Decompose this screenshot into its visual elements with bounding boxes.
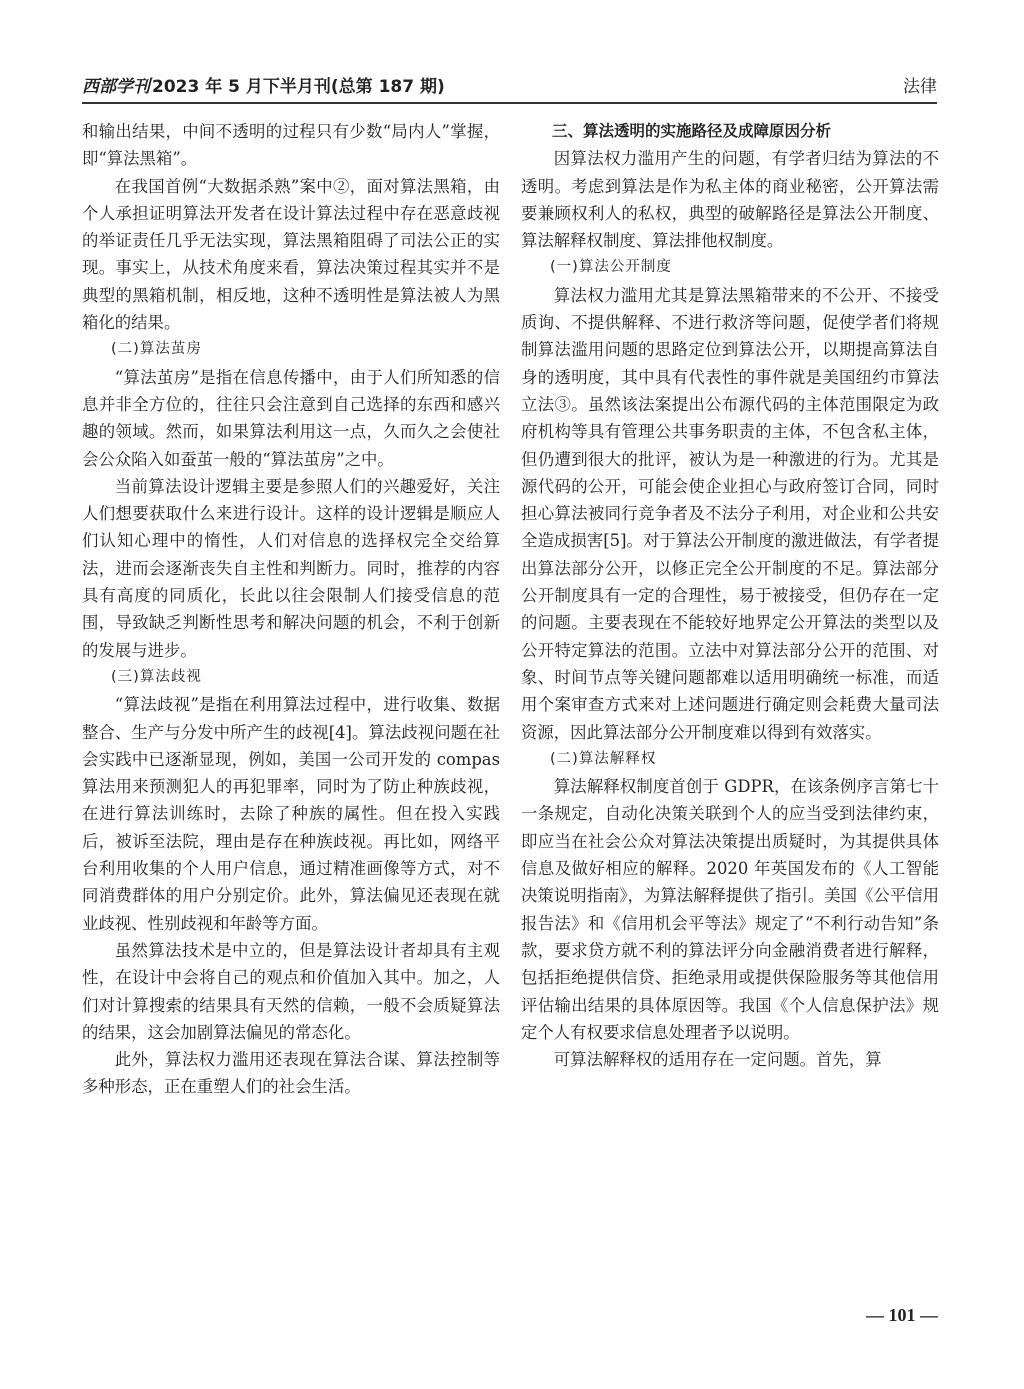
page-number: — 101 — xyxy=(866,1305,938,1325)
issue-info: 2023 年 5 月下半月刊(总第 187 期) xyxy=(152,77,445,97)
subsection-heading: (二)算法茧房 xyxy=(111,341,202,358)
paragraph: 当前算法设计逻辑主要是参照人们的兴趣爱好，关注人们想要获取什么来进行设计。这样的设计逻辑是顺应人们认知心理中的惰性，人们对信息的选择权完全交给算法，进而会逐渐丧失自主性和判断力。同时，推荐的内容具有高度的同质化，长此以往会限制人们接受信息的范围，导致缺乏判断性思考和解决问题的机会，不利于创新的发展与进步。 xyxy=(82,476,500,660)
right-column xyxy=(521,118,939,1073)
section-heading: 三、算法透明的实施路径及成障原因分析 xyxy=(552,122,832,140)
subsection-heading: (三)算法歧视 xyxy=(111,668,202,685)
paragraph: 此外，算法权力滥用还表现在算法合谋、算法控制等多种形态，正在重塑人们的社会生活。 xyxy=(82,1050,500,1097)
paragraph: “算法歧视”是指在利用算法过程中，进行收集、数据整合、生产与分发中所产生的歧视[4]。算法歧视问题在社会实践中已逐渐显现，例如，美国一公司开发的 compas 算法用来预测犯人的再犯罪率，同时为了防止种族歧视，在进行算法训练时，去除了种族的属性。但在投入实践后，被诉至法院，理由是存在种族歧视。再比如，网络平台利用收集的个人用户信息，通过精准画像等方式，对不同消费群体的用户分别定价。此外，算法偏见还表现在就业歧视、性别歧视和年龄等方面。 xyxy=(82,695,500,933)
section-label: 法律 xyxy=(903,77,937,97)
paragraph: 算法权力滥用尤其是算法黑箱带来的不公开、不接受质询、不提供解释、不进行救济等问题，促使学者们将规制算法滥用问题的思路定位到算法公开，以期提高算法自身的透明度，其中具有代表性的事件就是美国纽约市算法立法③。虽然该法案提出公布源代码的主体范围限定为政府机构等具有管理公共事务职责的主体，不包含私主体，但仍遭到很大的批评，被认为是一种激进的行为。尤其是源代码的公开，可能会使企业担心与政府签订合同，同时担心算法被同行竞争者及不法分子利用，对企业和公共安全造成损害[5]。对于算法公开制度的激进做法，有学者提出算法部分公开，以修正完全公开制度的不足。算法部分公开制度具有一定的合理性，易于被接受，但仍存在一定的问题。主要表现在不能较好地界定公开算法的类型以及公开特定算法的范围。立法中对算法部分公开的范围、对象、时间节点等关键问题都难以适用明确统一标准，而适用个案审查方式来对上述问题进行确定则会耗费大量司法资源，因此算法部分公开制度难以得到有效落实。 xyxy=(521,285,939,742)
paragraph: 可算法解释权的适用存在一定问题。首先，算 xyxy=(553,1050,882,1070)
paragraph: 因算法权力滥用产生的问题，有学者归结为算法的不透明。考虑到算法是作为私主体的商业秘密，公开算法需要兼顾权利人的私权，典型的破解路径是算法公开制度、算法解释权制度、算法排他权制度。 xyxy=(521,149,939,251)
left-column xyxy=(82,118,500,1101)
subsection-heading: (一)算法公开制度 xyxy=(550,259,672,276)
journal-issue-line xyxy=(82,72,445,97)
subsection-heading: (二)算法解释权 xyxy=(550,750,657,767)
paragraph: 和输出结果，中间不透明的过程只有少数“局内人”掌握，即“算法黑箱”。 xyxy=(82,122,500,169)
paragraph: “算法茧房”是指在信息传播中，由于人们所知悉的信息并非全方位的，往往只会注意到自己选择的东西和感兴趣的领域。然而，如果算法利用这一点，久而久之会使社会公众陷入如蚕茧一般的“算法茧房”之中。 xyxy=(82,367,500,469)
paragraph: 虽然算法技术是中立的，但是算法设计者却具有主观性，在设计中会将自己的观点和价值加入其中。加之，人们对计算搜索的结果具有天然的信赖，一般不会质疑算法的结果，这会加剧算法偏见的常态化。 xyxy=(82,940,500,1042)
journal-logo: 西部学刊 xyxy=(82,77,150,97)
paragraph: 在我国首例“大数据杀熟”案中②，面对算法黑箱，由个人承担证明算法开发者在设计算法过程中存在恶意歧视的举证责任几乎无法实现，算法黑箱阻碍了司法公正的实现。事实上，从技术角度来看，算法决策过程其实并不是典型的黑箱机制，相反地，这种不透明性是算法被人为黑箱化的结果。 xyxy=(82,176,500,333)
paragraph: 算法解释权制度首创于 GDPR，在该条例序言第七十一条规定，自动化决策关联到个人的应当受到法律约束，即应当在社会公众对算法决策提出质疑时，为其提供具体信息及做好相应的解释。2020 年英国发布的《人工智能决策说明指南》，为算法解释提供了指引。美国《公平信用报告法》和《信用机会平等法》规定了“不利行动告知”条款，要求贷方就不利的算法评分向金融消费者进行解释，包括拒绝提供信贷、拒绝录用或提供保险服务等其他信用评估输出结果的具体原因等。我国《个人信息保护法》规定个人有权要求信息处理者予以说明。 xyxy=(521,777,939,1042)
running-header xyxy=(82,68,937,104)
